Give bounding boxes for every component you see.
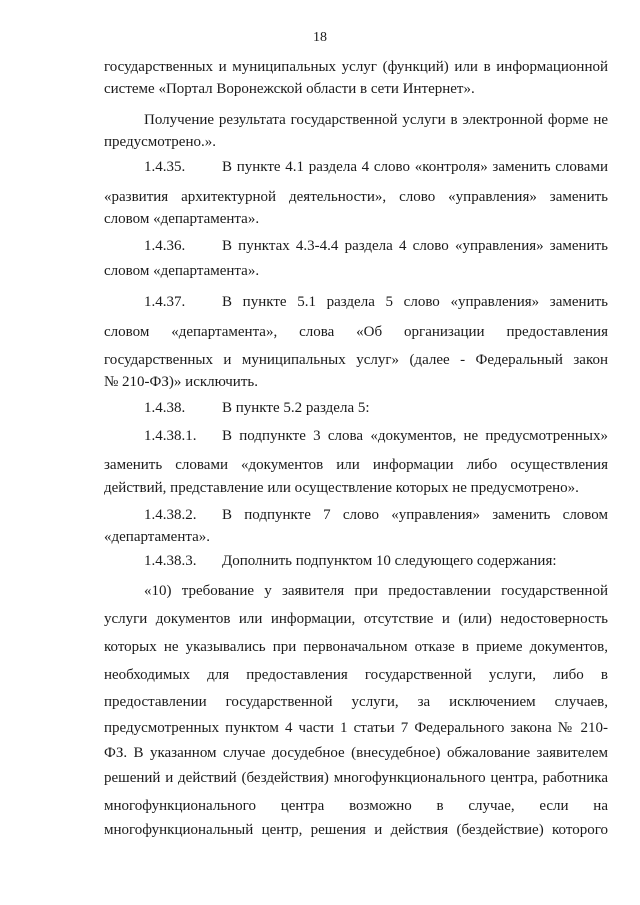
text-line: которых не указывались при первоначальном отказе в приеме документов, (104, 639, 608, 655)
clause-number: 1.4.37. (144, 294, 186, 310)
text-line: услуги документов или информации, отсутствие и (или) недостоверность (104, 611, 608, 627)
clause-1-4-38-2 (144, 505, 608, 525)
text-line: предоставлении государственной услуги, за исключением случаев, (104, 694, 608, 710)
clause-number: 1.4.35. (144, 159, 186, 175)
clause-text: В пункте 5.2 раздела 5: (222, 400, 370, 416)
clause-number: 1.4.38.3. (144, 553, 197, 569)
text-line: «департамента». (104, 529, 210, 545)
text-line: системе «Портал Воронежской области в сети Интернет». (104, 81, 475, 97)
text-line: действий, представление или осуществление которых не предусмотрено». (104, 480, 579, 496)
clause-number: 1.4.38.1. (144, 428, 197, 444)
text-line: необходимых для предоставления государственной услуги, либо в (104, 667, 608, 683)
text-line: ФЗ. В указанном случае досудебное (внесудебное) обжалование заявителем (104, 745, 608, 761)
text-line: «развития архитектурной деятельности», слово «управления» заменить (104, 189, 608, 205)
text-line: словом «департамента». (104, 211, 260, 227)
text-line: государственных и муниципальных услуг» (далее - Федеральный закон (104, 352, 608, 368)
text-line: государственных и муниципальных услуг (функций) или в информационной (104, 59, 608, 75)
clause-1-4-38 (144, 398, 608, 418)
clause-number: 1.4.36. (144, 238, 186, 254)
page-number: 18 (313, 30, 327, 45)
text-line: многофункциональный центр, решения и действия (бездействие) которого (104, 822, 608, 838)
paragraph-first-line: «10) требование у заявителя при предоставлении государственной (144, 583, 608, 599)
text-line: словом «департамента». (104, 263, 260, 279)
clause-1-4-35 (144, 157, 608, 177)
clause-1-4-38-3 (144, 551, 608, 571)
clause-text: В подпункте 7 слово «управления» заменить словом (222, 507, 608, 523)
clause-text: В пункте 5.1 раздела 5 слово «управления» заменить (222, 294, 608, 310)
clause-number: 1.4.38. (144, 400, 186, 416)
clause-1-4-38-1 (144, 426, 608, 446)
text-line: предусмотрено.». (104, 134, 216, 150)
clause-text: В подпункте 3 слова «документов, не предусмотренных» (222, 428, 608, 444)
clause-text: Дополнить подпунктом 10 следующего содержания: (222, 553, 557, 569)
clause-1-4-36 (144, 236, 608, 256)
clause-text: В пункте 4.1 раздела 4 слово «контроля» заменить словами (222, 159, 608, 175)
text-line: предусмотренных пунктом 4 части 1 статьи 7 Федерального закона № 210- (104, 720, 608, 736)
text-line: заменить словами «документов или информации либо осуществления (104, 457, 608, 473)
clause-1-4-37 (144, 292, 608, 312)
text-line: многофункционального центра возможно в случае, если на (104, 798, 608, 814)
clause-number: 1.4.38.2. (144, 507, 197, 523)
paragraph-first-line: Получение результата государственной услуги в электронной форме не (144, 112, 608, 128)
text-line: словом «департамента», слова «Об организации предоставления (104, 324, 608, 340)
text-line: № 210-ФЗ)» исключить. (104, 374, 258, 390)
text-line: решений и действий (бездействия) многофункционального центра, работника (104, 770, 608, 786)
clause-text: В пунктах 4.3-4.4 раздела 4 слово «управления» заменить (222, 238, 608, 254)
